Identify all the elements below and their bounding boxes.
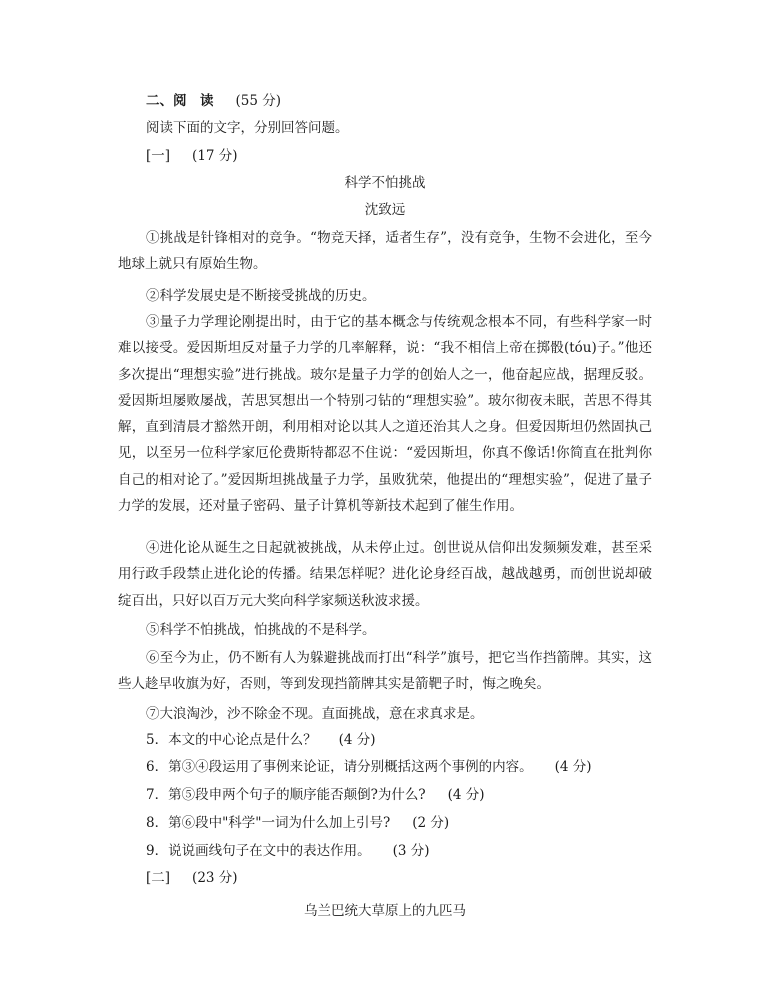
question-text: 7．第⑤段申两个句子的顺序能否颠倒?为什么?	[146, 787, 426, 803]
part1-label-line	[146, 147, 238, 165]
question-score: (4 分)	[447, 787, 485, 803]
paragraph-4: ④进化论从诞生之日起就被挑战，从未停止过。创世说从信仰出发频频发难，甚至采用行政手段禁止进化论的传播。结果怎样呢？进化论身经百战，越战越勇，而创世说却破绽百出，只好以百万元大奖向科学家频送秋波求援。	[118, 540, 652, 609]
paragraph-5: ⑤科学不怕挑战，怕挑战的不是科学。	[146, 622, 376, 638]
question-9	[146, 842, 430, 860]
part2-score: (23 分)	[192, 870, 238, 886]
question-5	[146, 731, 376, 749]
article-title: 科学不怕挑战	[344, 175, 426, 191]
section-heading-text: 二、阅 读	[146, 93, 214, 109]
part1-label: [一]	[146, 148, 171, 164]
question-text: 6．第③④段运用了事例来论证，请分别概括这两个事例的内容。	[146, 759, 533, 775]
question-score: (4 分)	[554, 759, 592, 775]
reading-instruction: 阅读下面的文字，分别回答问题。	[146, 120, 349, 136]
question-text: 8．第⑥段中"科学"一词为什么加上引号?	[146, 815, 391, 831]
paragraph-3: ③量子力学理论刚提出时，由于它的基本概念与传统观念根本不同，有些科学家一时难以接受。爱因斯坦反对量子力学的几率解释，说：“我不相信上帝在掷骰(tóu)子。”他还多次提出“理想实验”进行挑战。玻尔是量子力学的创始人之一，他奋起应战，据理反驳。爱因斯坦屡败屡战，苦思冥想出一个特别刁钻的“理想实验”。玻尔彻夜未眠，苦思不得其解，直到清晨才豁然开朗，利用相对论以其人之道还治其人之身。但爱因斯坦仍然固执己见，以至另一位科学家厄伦费斯特都忍不住说：“爱因斯坦，你真不像话!你简直在批判你自己的相对论了。”爱因斯坦挑战量子力学，虽败犹荣，他提出的“理想实验”，促进了量子力学的发展，还对量子密码、量子计算机等新技术起到了催生作用。	[118, 314, 652, 515]
section-heading	[146, 92, 281, 110]
section-score: (55 分)	[235, 93, 282, 109]
article-author: 沈致远	[364, 202, 406, 218]
paragraph-1: ①挑战是针锋相对的竞争。“物竞天择，适者生存”，没有竞争，生物不会进化，至今地球上就只有原始生物。	[118, 230, 652, 273]
question-7	[146, 786, 485, 804]
question-score: (4 分)	[338, 732, 376, 748]
part2-label: [二]	[146, 870, 171, 886]
paragraph-2: ②科学发展史是不断接受挑战的历史。	[146, 288, 376, 304]
question-score: (2 分)	[412, 815, 450, 831]
question-8	[146, 814, 449, 832]
question-text: 9．说说画线句子在文中的表达作用。	[146, 843, 371, 859]
question-text: 5．本文的中心论点是什么？	[146, 732, 317, 748]
question-6	[146, 758, 592, 776]
part1-score: (17 分)	[192, 148, 238, 164]
paragraph-7: ⑦大浪淘沙，沙不除金不现。直面挑战，意在求真求是。	[146, 706, 484, 722]
part2-title: 乌兰巴统大草原上的九匹马	[304, 903, 466, 919]
part2-label-line	[146, 869, 238, 887]
question-score: (3 分)	[392, 843, 430, 859]
paragraph-6: ⑥至今为止，仍不断有人为躲避挑战而打出“科学”旗号，把它当作挡箭牌。其实，这些人趁早收旗为好，否则，等到发现挡箭牌其实是箭靶子时，悔之晚矣。	[118, 650, 652, 693]
